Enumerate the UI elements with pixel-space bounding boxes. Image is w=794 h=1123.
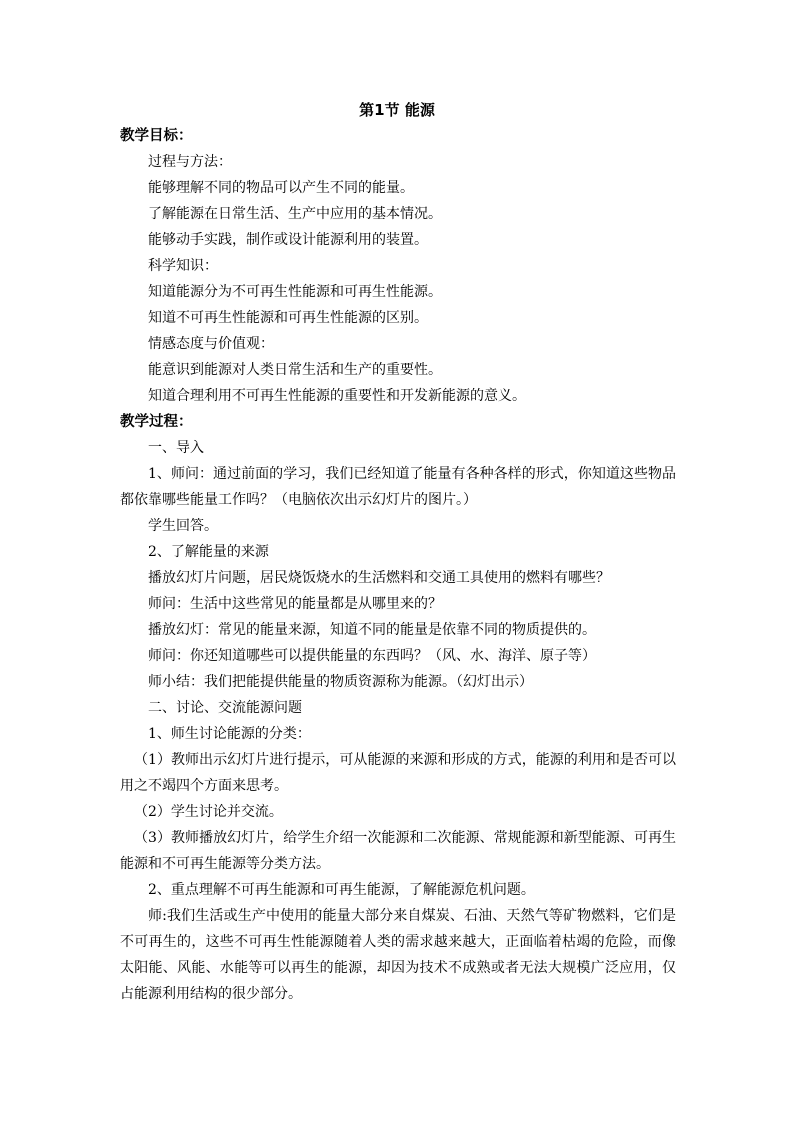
objective-line: 情感态度与价值观： <box>148 336 274 352</box>
objectives-heading: 教学目标： <box>120 128 193 144</box>
process-paragraph: 1、师生讨论能源的分类： <box>148 726 311 742</box>
process-paragraph: 一、导入 <box>148 440 204 456</box>
page-title: 第1节 能源 <box>359 101 435 119</box>
process-paragraph: 播放幻灯片问题，居民烧饭烧水的生活燃料和交通工具使用的燃料有哪些？ <box>148 570 610 586</box>
objective-line: 能够理解不同的物品可以产生不同的能量。 <box>148 180 414 196</box>
process-paragraph: 1、师问：通过前面的学习，我们已经知道了能量有各种各样的形式，你知道这些物品都依靠哪些能量工作吗？（电脑依次出示幻灯片的图片。） <box>120 466 676 508</box>
process-paragraph: （2）学生讨论并交流。 <box>134 804 283 820</box>
objective-line: 能够动手实践，制作或设计能源利用的装置。 <box>148 232 428 248</box>
process-paragraph: 师:我们生活或生产中使用的能量大部分来自煤炭、石油、天然气等矿物燃料，它们是不可再生的，这些不可再生性能源随着人类的需求越来越大，正面临着枯竭的危险，而像太阳能、风能、水能等可以再生的能源，却因为技术不成熟或者无法大规模广泛应用，仅占能源利用结构的很少部分。 <box>120 908 676 1002</box>
objective-line: 科学知识： <box>148 258 218 274</box>
process-heading: 教学过程： <box>120 414 193 430</box>
process-paragraph: 二、讨论、交流能源问题 <box>148 700 302 716</box>
process-paragraph: （3）教师播放幻灯片，给学生介绍一次能源和二次能源、常规能源和新型能源、可再生能源和不可再生能源等分类方法。 <box>120 830 676 872</box>
objective-line: 了解能源在日常生活、生产中应用的基本情况。 <box>148 206 442 222</box>
objective-line: 知道不可再生性能源和可再生性能源的区别。 <box>148 310 428 326</box>
objective-line: 过程与方法： <box>148 154 232 170</box>
document-body <box>120 123 676 1007</box>
process-paragraph: 播放幻灯：常见的能量来源，知道不同的能量是依靠不同的物质提供的。 <box>148 622 596 638</box>
process-paragraph: （1）教师出示幻灯片进行提示，可从能源的来源和形成的方式，能源的利用和是否可以用之不竭四个方面来思考。 <box>120 752 676 794</box>
process-paragraph: 师问：你还知道哪些可以提供能量的东西吗？（风、水、海洋、原子等） <box>148 648 596 664</box>
process-paragraph: 师问：生活中这些常见的能量都是从哪里来的？ <box>148 596 442 612</box>
objective-line: 知道能源分为不可再生性能源和可再生性能源。 <box>148 284 442 300</box>
process-paragraph: 师小结：我们把能提供能量的物质资源称为能源。（幻灯出示） <box>148 674 533 690</box>
process-paragraph: 2、重点理解不可再生能源和可再生能源，了解能源危机问题。 <box>148 882 535 898</box>
process-paragraph: 2、了解能量的来源 <box>148 544 269 560</box>
process-paragraph: 学生回答。 <box>148 518 218 534</box>
objective-line: 知道合理利用不可再生性能源的重要性和开发新能源的意义。 <box>148 388 526 404</box>
objective-line: 能意识到能源对人类日常生活和生产的重要性。 <box>148 362 442 378</box>
